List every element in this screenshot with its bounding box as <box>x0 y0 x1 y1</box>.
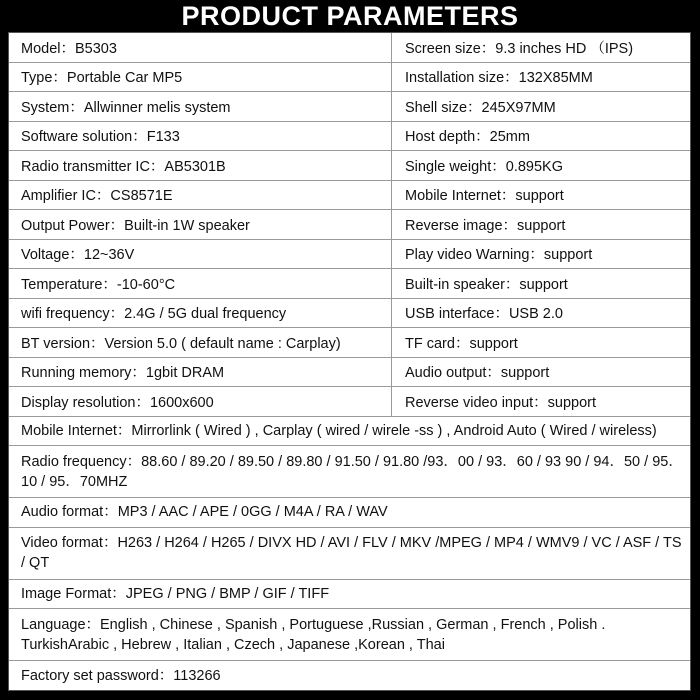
param-cell: Screen size：9.3 inches HD （IPS) <box>405 40 634 57</box>
table-row-full <box>9 498 690 528</box>
page-title: PRODUCT PARAMETERS <box>181 1 519 31</box>
param-cell: Installation size：132X85MM <box>405 70 593 87</box>
param-cell: Software solution：F133 <box>9 122 392 151</box>
table-row <box>9 122 690 152</box>
param-cell: Shell size：245X97MM <box>405 99 556 116</box>
param-cell: Reverse image：support <box>405 217 566 234</box>
param-cell: Mobile Internet：support <box>405 188 564 205</box>
param-cell: TF card：support <box>405 335 518 352</box>
param-cell: Type：Portable Car MP5 <box>9 63 392 92</box>
table-row <box>9 33 690 63</box>
param-cell: Play video Warning：support <box>405 247 593 264</box>
param-cell: Image Format：JPEG / PNG / BMP / GIF / TIFF <box>21 585 330 602</box>
param-cell: Display resolution：1600x600 <box>9 387 392 416</box>
param-cell: Running memory：1gbit DRAM <box>9 358 392 387</box>
parameters-table <box>8 32 691 691</box>
param-cell: Voltage：12~36V <box>9 240 392 269</box>
param-cell: System：Allwinner melis system <box>9 92 392 121</box>
table-row <box>9 387 690 417</box>
param-cell: Single weight：0.895KG <box>405 158 563 175</box>
param-cell: Reverse video input：support <box>405 394 597 411</box>
param-cell: Host depth：25mm <box>405 129 530 146</box>
table-row <box>9 63 690 93</box>
param-cell: Built-in speaker：support <box>405 276 568 293</box>
table-row <box>9 210 690 240</box>
table-row <box>9 358 690 388</box>
param-cell: Radio transmitter IC：AB5301B <box>9 151 392 180</box>
table-row <box>9 269 690 299</box>
param-cell: wifi frequency：2.4G / 5G dual frequency <box>9 299 392 328</box>
table-row <box>9 92 690 122</box>
table-row-full <box>9 528 690 580</box>
table-row <box>9 181 690 211</box>
param-cell: Language：English , Chinese , Spanish , Portuguese ,Russian , German , French , Polish . TurkishArabic , Hebrew , Italian , Czech , Japanese ,Korean , Thai <box>21 616 606 653</box>
table-row <box>9 151 690 181</box>
table-row <box>9 299 690 329</box>
param-cell: Video format：H263 / H264 / H265 / DIVX HD / AVI / FLV / MKV /MPEG / MP4 / WMV9 / VC / ASF / TS / QT <box>21 535 682 571</box>
param-cell: Radio frequency：88.60 / 89.20 / 89.50 / 89.80 / 91.50 / 91.80 /93．00 / 93．60 / 93 90 / 94．50 / 95．10 / 95．70MHZ <box>21 453 683 490</box>
param-cell: Temperature：-10-60°C <box>9 269 392 298</box>
table-row-full <box>9 417 690 447</box>
table-row-full <box>9 609 690 661</box>
param-cell: Model：B5303 <box>9 33 392 62</box>
table-row <box>9 240 690 270</box>
param-cell: BT version：Version 5.0 ( default name : Carplay) <box>9 328 392 357</box>
param-cell: Mobile Internet：Mirrorlink ( Wired ) , Carplay ( wired / wirele -ss ) , Android Auto ( Wired / wireless) <box>21 422 657 439</box>
param-cell: Audio format：MP3 / AAC / APE / 0GG / M4A / RA / WAV <box>21 504 388 521</box>
param-cell: USB interface：USB 2.0 <box>405 306 563 323</box>
param-cell: Factory set password：113266 <box>21 667 221 684</box>
param-cell: Output Power：Built-in 1W speaker <box>9 210 392 239</box>
table-row-full <box>9 580 690 610</box>
param-cell: Audio output：support <box>405 365 550 382</box>
table-row-full <box>9 661 690 691</box>
table-row-full <box>9 446 690 498</box>
param-cell: Amplifier IC：CS8571E <box>9 181 392 210</box>
table-row <box>9 328 690 358</box>
